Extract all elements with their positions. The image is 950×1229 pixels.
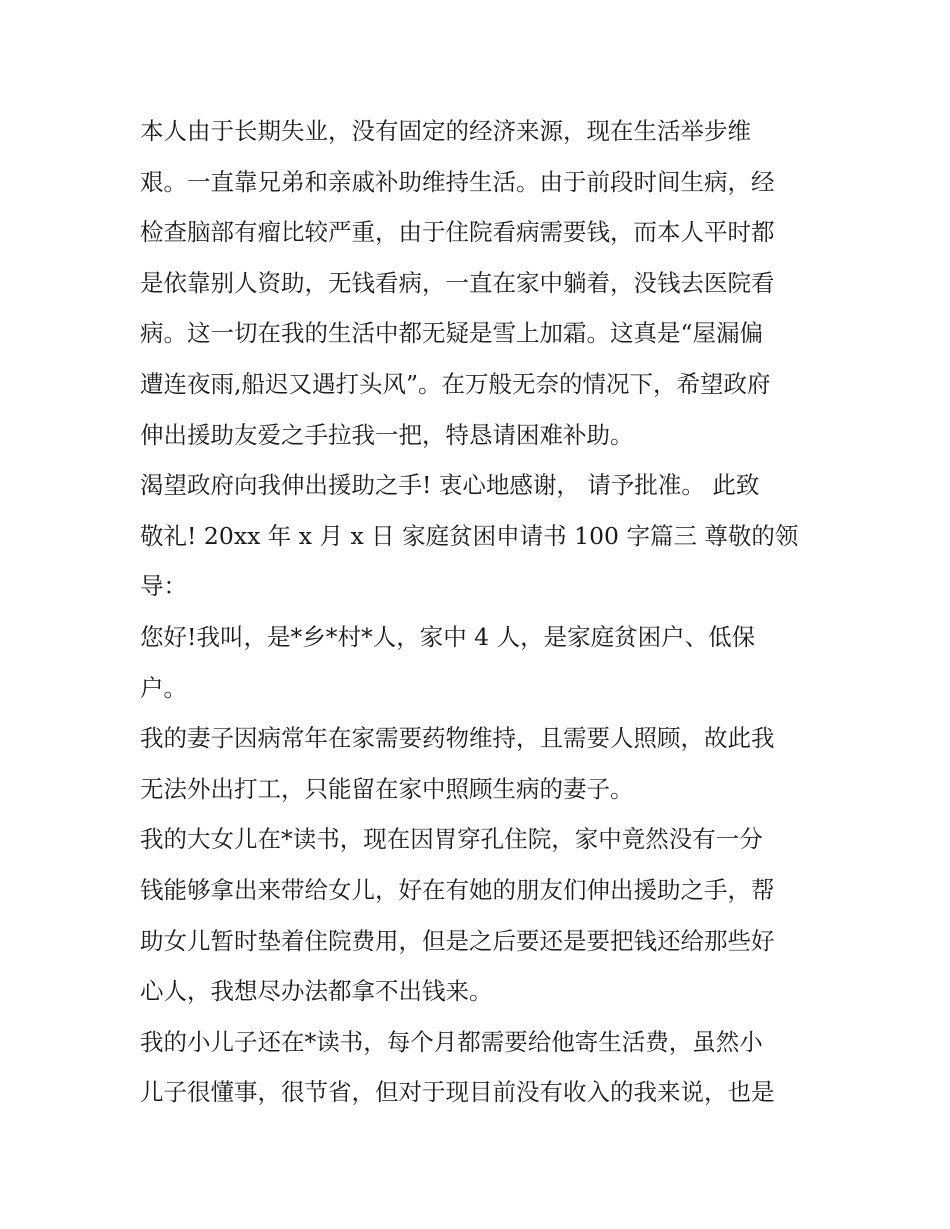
text-line-18: 心人，我想尽办法都拿不出钱来。	[140, 977, 493, 1006]
text-line-2: 艰。一直靠兄弟和亲戚补助维持生活。由于前段时间生病，经	[140, 167, 775, 196]
text-line-8: 渴望政府向我伸出援助之手! 衷心地感谢， 请予批准。 此致	[140, 471, 760, 500]
text-line-12: 户。	[140, 673, 187, 702]
text-line-1: 本人由于长期失业，没有固定的经济来源，现在生活举步维	[140, 117, 751, 145]
text-line-11: 您好!我叫，是*乡*村*人，家中 4 人，是家庭贫困户、低保	[140, 622, 756, 651]
text-line-19: 我的小儿子还在*读书，每个月都需要给他寄生活费，虽然小	[140, 1027, 763, 1056]
text-line-5: 病。这一切在我的生活中都无疑是雪上加霜。这真是“屋漏偏	[140, 319, 764, 348]
text-line-7: 伸出援助友爱之手拉我一把，特恳请困难补助。	[140, 420, 634, 449]
text-line-20: 儿子很懂事，很节省，但对于现目前没有收入的我来说，也是	[140, 1078, 775, 1107]
text-line-3: 检查脑部有瘤比较严重，由于住院看病需要钱，而本人平时都	[140, 218, 775, 247]
text-line-4: 是依靠别人资助，无钱看病，一直在家中躺着，没钱去医院看	[140, 268, 775, 297]
document-body	[140, 106, 830, 1118]
text-line-14: 无法外出打工，只能留在家中照顾生病的妻子。	[140, 774, 634, 803]
text-line-15: 我的大女儿在*读书，现在因胃穿孔住院，家中竟然没有一分	[140, 825, 763, 854]
text-line-6: 遭连夜雨,船迟又遇打头风”。在万般无奈的情况下，希望政府	[140, 369, 771, 398]
text-line-17: 助女儿暂时垫着住院费用，但是之后要还是要把钱还给那些好	[140, 926, 775, 955]
text-line-16: 钱能够拿出来带给女儿，好在有她的朋友们伸出援助之手，帮	[140, 875, 775, 904]
text-line-13: 我的妻子因病常年在家需要药物维持，且需要人照顾，故此我	[140, 724, 775, 753]
text-line-10: 导：	[140, 572, 187, 601]
text-line-9: 敬礼! 20xx 年 x 月 x 日 家庭贫困申请书 100 字篇三 尊敬的领	[140, 521, 799, 550]
